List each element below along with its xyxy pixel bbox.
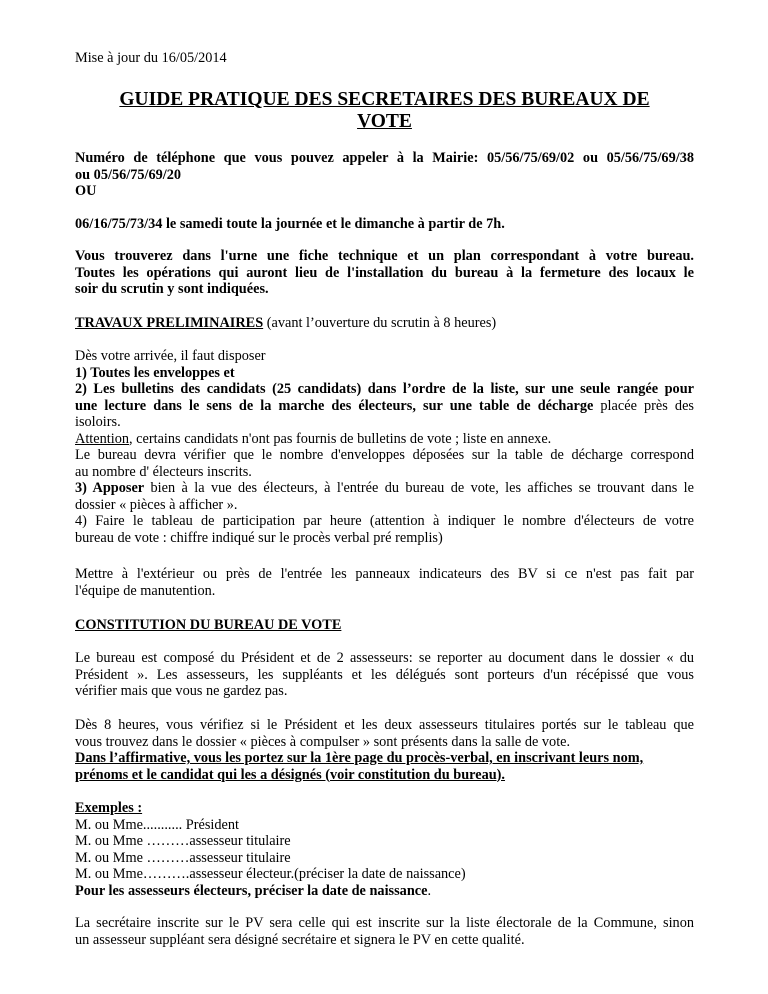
- travaux-heading-note: (avant l’ouverture du scrutin à 8 heures): [263, 315, 497, 331]
- attention-line: [75, 431, 694, 448]
- travaux-item-4-line-2: bureau de vote : chiffre indiqué sur le procès verbal pré remplis): [75, 529, 443, 546]
- assesseurs-note-end: .: [427, 882, 432, 899]
- phone-line-2: ou 05/56/75/69/20: [75, 166, 182, 183]
- constitution-paragraph-2: [75, 717, 694, 783]
- constitution-p1-line-3: vérifier mais que vous ne gardez pas.: [75, 683, 288, 699]
- travaux-item-2-line-1: 2) Les bulletins des candidats (25 candidats) dans l’ordre de la liste, sur une seule rangée pour: [75, 381, 694, 397]
- example-line: M. ou Mme ………assesseur titulaire: [75, 849, 291, 866]
- example-line: M. ou Mme........... Président: [75, 816, 240, 833]
- example-line: M. ou Mme……….assesseur électeur.(préciser la date de naissance): [75, 866, 466, 882]
- travaux-item-2-rest: placée près des: [593, 397, 694, 414]
- enveloppes-line-2: au nombre d' électeurs inscrits.: [75, 463, 252, 480]
- panneaux-paragraph: [75, 566, 694, 599]
- urne-paragraph: [75, 248, 694, 298]
- secretaire-line-1: La secrétaire inscrite sur le PV sera celle qui est inscrite sur la liste électorale de la Commune, sinon: [75, 915, 694, 931]
- attention-text: , certains candidats n'ont pas fournis de bulletins de vote ; liste en annexe.: [129, 430, 552, 447]
- phone-block: [75, 150, 694, 200]
- update-date: Mise à jour du 16/05/2014: [75, 50, 227, 66]
- travaux-heading: TRAVAUX PRELIMINAIRES: [75, 315, 264, 331]
- title-line-1: GUIDE PRATIQUE DES SECRETAIRES DES BUREAUX DE: [119, 89, 650, 110]
- attention-label: Attention: [75, 430, 130, 447]
- travaux-item-3-rest: bien à la vue des électeurs, à l'entrée du bureau de vote, les affiches se trouvant dans le: [144, 480, 694, 496]
- constitution-p1-line-1: Le bureau est composé du Président et de 2 assesseurs: se reporter au document dans le dossier « du: [75, 650, 694, 666]
- travaux-item-3-line-1: [75, 480, 694, 497]
- panneaux-line-1: Mettre à l'extérieur ou près de l'entrée les panneaux indicateurs des BV si ce n'est pas fait par: [75, 566, 694, 582]
- constitution-heading: CONSTITUTION DU BUREAU DE VOTE: [75, 617, 342, 633]
- document-title: [75, 89, 694, 133]
- travaux-item-2-line-3: isoloirs.: [75, 414, 121, 430]
- travaux-item-4-line-1: 4) Faire le tableau de participation par heure (attention à indiquer le nombre d'électeurs de votre: [75, 513, 694, 529]
- travaux-item-3-line-2: dossier « pièces à afficher ».: [75, 496, 238, 513]
- secretaire-line-2: un assesseur suppléant sera désigné secrétaire et signera le PV en cette qualité.: [75, 931, 525, 948]
- urne-line-2: Toutes les opérations qui auront lieu de l'installation du bureau à la fermeture des locaux le: [75, 264, 694, 281]
- constitution-p1-line-2: Président ». Les assesseurs, les suppléants et les délégués sont porteurs d'un récépissé que vous: [75, 666, 694, 683]
- travaux-item-3-bold: 3) Apposer: [75, 480, 145, 496]
- phone-line-3: OU: [75, 183, 97, 199]
- phone-line-1: Numéro de téléphone que vous pouvez appeler à la Mairie: 05/56/75/69/02 ou 05/56/75/69/38: [75, 150, 694, 166]
- travaux-item-2-line-2: [75, 398, 694, 415]
- constitution-p2-line-3: Dans l’affirmative, vous les portez sur la 1ère page du procès-verbal, en inscrivant leurs nom,: [75, 750, 644, 766]
- travaux-block: [75, 348, 694, 546]
- examples-block: [75, 800, 694, 899]
- travaux-item-2-bold: une lecture dans le sens de la marche des électeurs, sur une table de décharge: [75, 397, 594, 414]
- travaux-intro: Dès votre arrivée, il faut disposer: [75, 348, 266, 364]
- constitution-p2-line-1: Dès 8 heures, vous vérifiez si le Président et les deux assesseurs titulaires portés sur le tableau que: [75, 717, 694, 733]
- panneaux-line-2: l'équipe de manutention.: [75, 582, 216, 599]
- constitution-p2-line-4: prénoms et le candidat qui les a désignés (voir constitution du bureau).: [75, 766, 506, 783]
- secretaire-paragraph: [75, 915, 694, 948]
- travaux-item-1: 1) Toutes les enveloppes et: [75, 364, 235, 381]
- example-line: M. ou Mme ………assesseur titulaire: [75, 833, 291, 849]
- phone-weekend: 06/16/75/73/34 le samedi toute la journée et le dimanche à partir de 7h.: [75, 216, 505, 232]
- urne-line-1: Vous trouverez dans l'urne une fiche technique et un plan correspondant à votre bureau.: [75, 248, 694, 264]
- enveloppes-line-1: Le bureau devra vérifier que le nombre d'enveloppes déposées sur la table de décharge correspond: [75, 447, 694, 463]
- assesseurs-note: Pour les assesseurs électeurs, préciser la date de naissance: [75, 882, 428, 899]
- title-line-2: VOTE: [357, 111, 412, 132]
- assesseurs-note-line: [75, 883, 694, 900]
- examples-heading: Exemples :: [75, 800, 143, 816]
- constitution-paragraph-1: [75, 650, 694, 700]
- urne-line-3: soir du scrutin y sont indiquées.: [75, 281, 269, 297]
- travaux-heading-row: [75, 315, 694, 332]
- constitution-p2-line-2: vous trouvez dans le dossier « pièces à compulser » sont présents dans la salle de vote.: [75, 733, 571, 750]
